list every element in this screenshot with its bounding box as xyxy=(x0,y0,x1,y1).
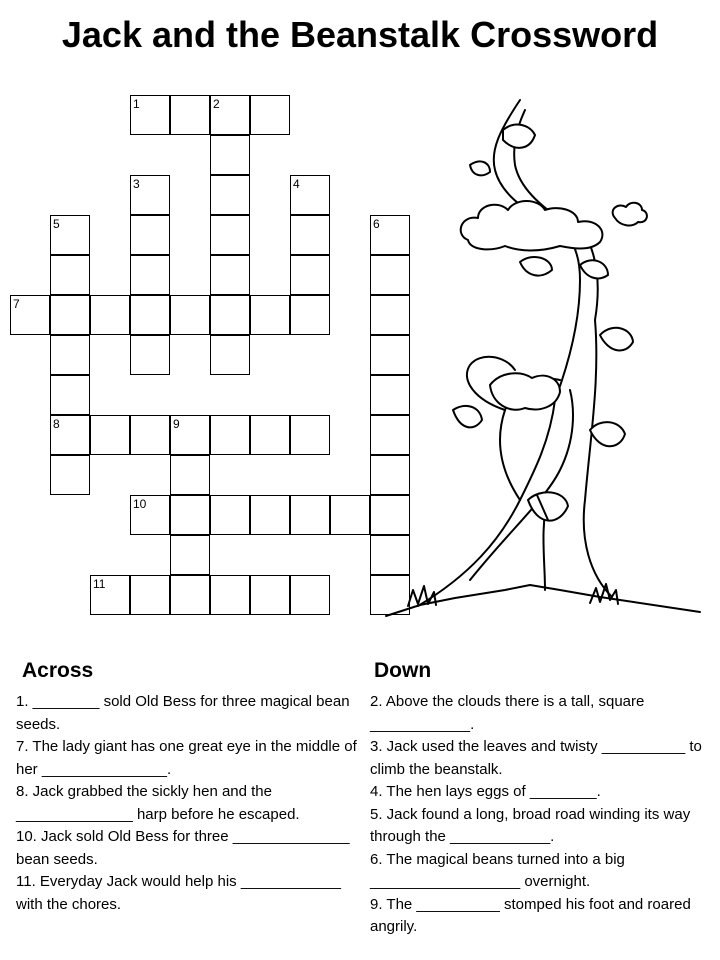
crossword-cell[interactable] xyxy=(130,495,170,535)
crossword-cell[interactable] xyxy=(170,495,210,535)
crossword-cell[interactable] xyxy=(210,175,250,215)
clue-number: 10 xyxy=(133,497,147,511)
clue-number: 3 xyxy=(133,177,140,191)
down-clue-list xyxy=(370,691,710,939)
across-clue: 8. Jack grabbed the sickly hen and the ______________ harp before he escaped. xyxy=(16,783,300,823)
clue-number: 2 xyxy=(213,97,220,111)
crossword-cell[interactable] xyxy=(130,415,170,455)
clue-number: 11 xyxy=(93,577,106,591)
down-clue: 5. Jack found a long, broad road winding its way through the ____________. xyxy=(370,805,691,845)
crossword-cell[interactable] xyxy=(210,135,250,175)
down-clue: 9. The __________ stomped his foot and roared angrily. xyxy=(370,895,691,935)
crossword-cell[interactable] xyxy=(210,255,250,295)
page-title: Jack and the Beanstalk Crossword xyxy=(61,14,659,55)
crossword-cell[interactable] xyxy=(290,255,330,295)
across-heading: Across xyxy=(22,659,94,682)
crossword-cell[interactable] xyxy=(130,175,170,215)
crossword-cell[interactable] xyxy=(330,495,370,535)
clue-number: 4 xyxy=(293,177,300,191)
crossword-cell[interactable] xyxy=(210,95,250,135)
crossword-cell[interactable] xyxy=(290,215,330,255)
across-clue: 7. The lady giant has one great eye in the middle of her _______________. xyxy=(16,738,357,778)
crossword-cell[interactable] xyxy=(250,415,290,455)
crossword-cell[interactable] xyxy=(50,295,90,335)
crossword-cell[interactable] xyxy=(210,575,250,615)
crossword-cell[interactable] xyxy=(210,415,250,455)
crossword-cell[interactable] xyxy=(170,295,210,335)
crossword-cell[interactable] xyxy=(130,575,170,615)
down-clue: 4. The hen lays eggs of ________. xyxy=(370,783,601,800)
crossword-cell[interactable] xyxy=(170,415,210,455)
down-clue: 2. Above the clouds there is a tall, square ____________. xyxy=(370,693,645,733)
crossword-cell[interactable] xyxy=(130,295,170,335)
down-heading: Down xyxy=(374,659,432,682)
crossword-cell[interactable] xyxy=(290,495,330,535)
clue-number: 7 xyxy=(13,297,20,311)
clue-number: 8 xyxy=(53,417,60,431)
crossword-cell[interactable] xyxy=(290,575,330,615)
crossword-cell[interactable] xyxy=(210,295,250,335)
crossword-cell[interactable] xyxy=(90,415,130,455)
crossword-cell[interactable] xyxy=(130,255,170,295)
crossword-cell[interactable] xyxy=(90,575,130,615)
crossword-cell[interactable] xyxy=(50,215,90,255)
down-clue: 6. The magical beans turned into a big __________________ overnight. xyxy=(370,850,625,890)
crossword-cell[interactable] xyxy=(170,575,210,615)
crossword-cell[interactable] xyxy=(250,575,290,615)
crossword-cell[interactable] xyxy=(50,415,90,455)
clue-number: 5 xyxy=(53,217,60,231)
crossword-cell[interactable] xyxy=(210,495,250,535)
crossword-cell[interactable] xyxy=(170,455,210,495)
beanstalk-illustration xyxy=(380,90,720,630)
across-clue-list xyxy=(16,691,361,916)
crossword-cell[interactable] xyxy=(130,215,170,255)
crossword-cell[interactable] xyxy=(250,95,290,135)
down-clue: 3. Jack used the leaves and twisty __________ to climb the beanstalk. xyxy=(370,738,702,778)
crossword-cell[interactable] xyxy=(290,295,330,335)
crossword-cell[interactable] xyxy=(10,295,50,335)
crossword-cell[interactable] xyxy=(210,215,250,255)
crossword-cell[interactable] xyxy=(170,535,210,575)
crossword-cell[interactable] xyxy=(130,95,170,135)
crossword-cell[interactable] xyxy=(90,295,130,335)
across-clue: 1. ________ sold Old Bess for three magical bean seeds. xyxy=(16,693,350,733)
across-clue: 11. Everyday Jack would help his ____________ with the chores. xyxy=(16,873,341,913)
clue-number: 6 xyxy=(373,217,380,231)
across-clue: 10. Jack sold Old Bess for three ______________ bean seeds. xyxy=(16,828,350,868)
clue-number: 9 xyxy=(173,417,180,431)
crossword-cell[interactable] xyxy=(250,295,290,335)
crossword-cell[interactable] xyxy=(50,335,90,375)
crossword-cell[interactable] xyxy=(250,495,290,535)
crossword-cell[interactable] xyxy=(50,255,90,295)
crossword-cell[interactable] xyxy=(290,415,330,455)
crossword-cell[interactable] xyxy=(50,375,90,415)
crossword-cell[interactable] xyxy=(170,95,210,135)
crossword-cell[interactable] xyxy=(290,175,330,215)
crossword-cell[interactable] xyxy=(50,455,90,495)
clue-number: 1 xyxy=(133,97,140,111)
crossword-cell[interactable] xyxy=(210,335,250,375)
crossword-cell[interactable] xyxy=(130,335,170,375)
